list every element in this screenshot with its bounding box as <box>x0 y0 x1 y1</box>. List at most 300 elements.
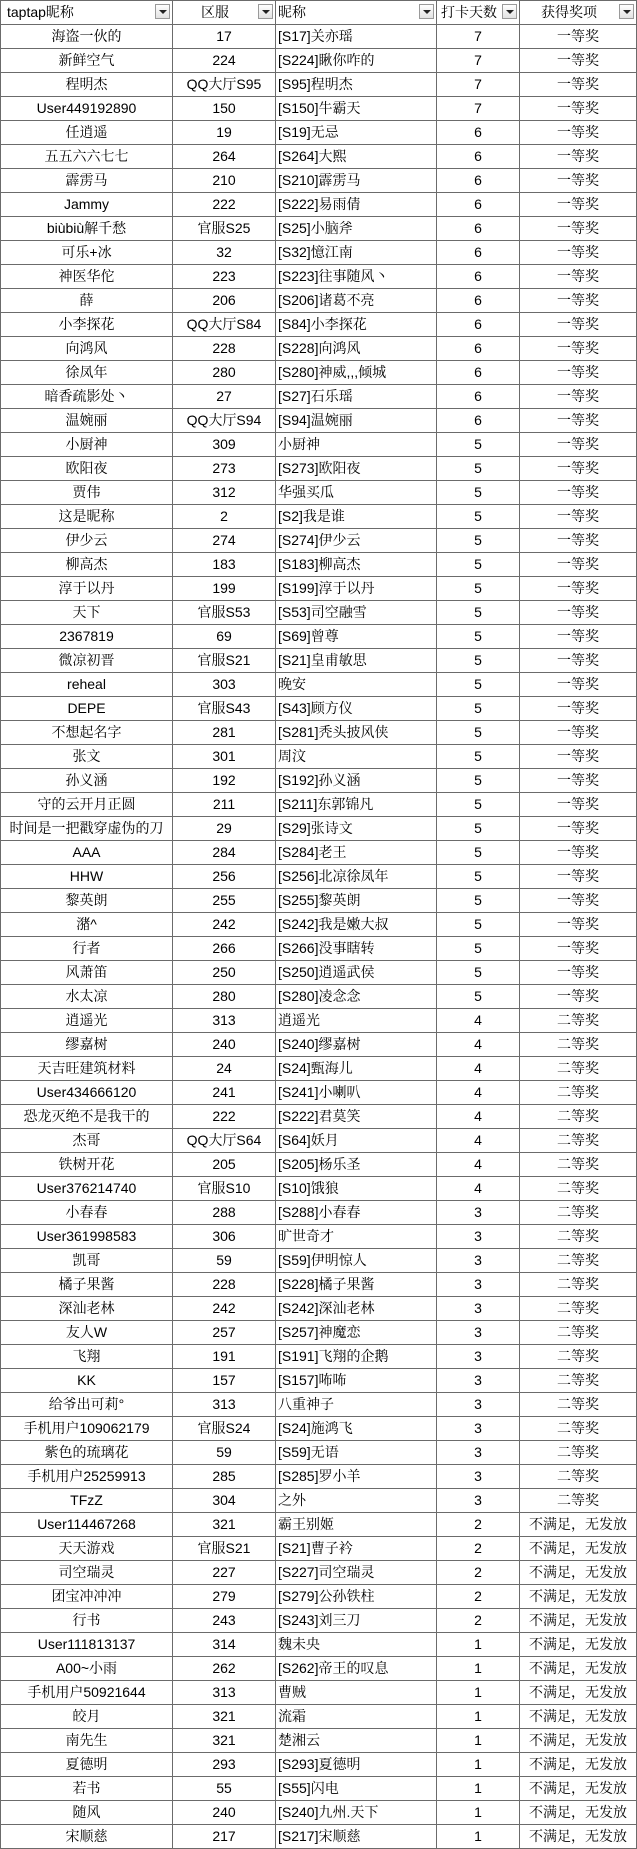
cell-server[interactable]: 321 <box>173 1513 276 1537</box>
cell-nickname[interactable]: [S211]东郭锦凡 <box>276 793 437 817</box>
cell-server[interactable]: 224 <box>173 49 276 73</box>
cell-server[interactable]: 192 <box>173 769 276 793</box>
cell-award[interactable]: 二等奖 <box>520 1273 637 1297</box>
cell-checkin-days[interactable]: 4 <box>437 1177 520 1201</box>
cell-server[interactable]: 59 <box>173 1249 276 1273</box>
cell-award[interactable]: 一等奖 <box>520 313 637 337</box>
cell-nickname[interactable]: [S192]孙义涵 <box>276 769 437 793</box>
cell-award[interactable]: 不满足，无发放 <box>520 1753 637 1777</box>
cell-award[interactable]: 一等奖 <box>520 457 637 481</box>
cell-taptap-nickname[interactable]: 逍遥光 <box>1 1009 173 1033</box>
filter-button[interactable] <box>502 4 517 19</box>
cell-checkin-days[interactable]: 7 <box>437 49 520 73</box>
cell-taptap-nickname[interactable]: 若书 <box>1 1777 173 1801</box>
cell-nickname[interactable]: [S183]柳高杰 <box>276 553 437 577</box>
filter-button[interactable] <box>258 4 273 19</box>
cell-taptap-nickname[interactable]: 缪嘉树 <box>1 1033 173 1057</box>
cell-award[interactable]: 一等奖 <box>520 865 637 889</box>
cell-checkin-days[interactable]: 5 <box>437 529 520 553</box>
cell-checkin-days[interactable]: 5 <box>437 697 520 721</box>
cell-checkin-days[interactable]: 1 <box>437 1729 520 1753</box>
cell-server[interactable]: 27 <box>173 385 276 409</box>
cell-nickname[interactable]: [S210]霹雳马 <box>276 169 437 193</box>
cell-checkin-days[interactable]: 1 <box>437 1657 520 1681</box>
cell-award[interactable]: 一等奖 <box>520 169 637 193</box>
cell-nickname[interactable]: [S224]瞅你咋的 <box>276 49 437 73</box>
cell-checkin-days[interactable]: 3 <box>437 1273 520 1297</box>
cell-server[interactable]: 228 <box>173 1273 276 1297</box>
cell-taptap-nickname[interactable]: 飞翔 <box>1 1345 173 1369</box>
cell-server[interactable]: 205 <box>173 1153 276 1177</box>
cell-taptap-nickname[interactable]: 南先生 <box>1 1729 173 1753</box>
cell-nickname[interactable]: [S243]刘三刀 <box>276 1609 437 1633</box>
cell-nickname[interactable]: [S24]甄海儿 <box>276 1057 437 1081</box>
cell-nickname[interactable]: 之外 <box>276 1489 437 1513</box>
cell-nickname[interactable]: [S64]妖月 <box>276 1129 437 1153</box>
cell-server[interactable]: 256 <box>173 865 276 889</box>
cell-award[interactable]: 二等奖 <box>520 1201 637 1225</box>
cell-checkin-days[interactable]: 6 <box>437 217 520 241</box>
cell-nickname[interactable]: [S217]宋顺慈 <box>276 1825 437 1849</box>
cell-award[interactable]: 不满足，无发放 <box>520 1633 637 1657</box>
cell-nickname[interactable]: [S284]老王 <box>276 841 437 865</box>
cell-checkin-days[interactable]: 3 <box>437 1465 520 1489</box>
cell-checkin-days[interactable]: 1 <box>437 1681 520 1705</box>
cell-server[interactable]: 222 <box>173 193 276 217</box>
cell-nickname[interactable]: [S242]我是嫩大叔 <box>276 913 437 937</box>
cell-taptap-nickname[interactable]: 团宝冲冲冲 <box>1 1585 173 1609</box>
cell-nickname[interactable]: 楚湘云 <box>276 1729 437 1753</box>
cell-server[interactable]: 241 <box>173 1081 276 1105</box>
cell-taptap-nickname[interactable]: 司空瑞灵 <box>1 1561 173 1585</box>
cell-checkin-days[interactable]: 6 <box>437 289 520 313</box>
cell-server[interactable]: 150 <box>173 97 276 121</box>
cell-taptap-nickname[interactable]: 随风 <box>1 1801 173 1825</box>
cell-nickname[interactable]: [S227]司空瑞灵 <box>276 1561 437 1585</box>
cell-taptap-nickname[interactable]: 时间是一把戳穿虚伪的刀 <box>1 817 173 841</box>
cell-server[interactable]: 227 <box>173 1561 276 1585</box>
cell-checkin-days[interactable]: 5 <box>437 817 520 841</box>
cell-award[interactable]: 二等奖 <box>520 1033 637 1057</box>
cell-server[interactable]: 183 <box>173 553 276 577</box>
cell-taptap-nickname[interactable]: User361998583 <box>1 1225 173 1249</box>
cell-nickname[interactable]: [S240]缪嘉树 <box>276 1033 437 1057</box>
cell-taptap-nickname[interactable]: 铁树开花 <box>1 1153 173 1177</box>
cell-taptap-nickname[interactable]: 行者 <box>1 937 173 961</box>
cell-award[interactable]: 一等奖 <box>520 193 637 217</box>
cell-server[interactable]: 228 <box>173 337 276 361</box>
cell-nickname[interactable]: 曹贼 <box>276 1681 437 1705</box>
cell-server[interactable]: 69 <box>173 625 276 649</box>
cell-checkin-days[interactable]: 3 <box>437 1225 520 1249</box>
cell-checkin-days[interactable]: 5 <box>437 961 520 985</box>
cell-award[interactable]: 不满足，无发放 <box>520 1825 637 1849</box>
cell-checkin-days[interactable]: 5 <box>437 721 520 745</box>
cell-award[interactable]: 不满足，无发放 <box>520 1609 637 1633</box>
cell-taptap-nickname[interactable]: A00~小雨 <box>1 1657 173 1681</box>
cell-server[interactable]: 274 <box>173 529 276 553</box>
cell-taptap-nickname[interactable]: 神医华佗 <box>1 265 173 289</box>
cell-award[interactable]: 一等奖 <box>520 985 637 1009</box>
cell-server[interactable]: 280 <box>173 361 276 385</box>
cell-taptap-nickname[interactable]: 天下 <box>1 601 173 625</box>
cell-nickname[interactable]: 小厨神 <box>276 433 437 457</box>
cell-taptap-nickname[interactable]: DEPE <box>1 697 173 721</box>
cell-server[interactable]: 273 <box>173 457 276 481</box>
cell-nickname[interactable]: [S10]饿狼 <box>276 1177 437 1201</box>
cell-award[interactable]: 二等奖 <box>520 1153 637 1177</box>
cell-taptap-nickname[interactable]: 2367819 <box>1 625 173 649</box>
cell-server[interactable]: 312 <box>173 481 276 505</box>
cell-checkin-days[interactable]: 3 <box>437 1297 520 1321</box>
filter-button[interactable] <box>619 4 634 19</box>
cell-nickname[interactable]: 晚安 <box>276 673 437 697</box>
cell-taptap-nickname[interactable]: 手机用户109062179 <box>1 1417 173 1441</box>
cell-taptap-nickname[interactable]: 夏德明 <box>1 1753 173 1777</box>
cell-taptap-nickname[interactable]: 小李探花 <box>1 313 173 337</box>
cell-checkin-days[interactable]: 3 <box>437 1369 520 1393</box>
cell-server[interactable]: 264 <box>173 145 276 169</box>
cell-taptap-nickname[interactable]: 徐凤年 <box>1 361 173 385</box>
cell-taptap-nickname[interactable]: TFzZ <box>1 1489 173 1513</box>
cell-award[interactable]: 一等奖 <box>520 577 637 601</box>
cell-taptap-nickname[interactable]: 霹雳马 <box>1 169 173 193</box>
cell-server[interactable]: 官服S24 <box>173 1417 276 1441</box>
cell-taptap-nickname[interactable]: 孙义涵 <box>1 769 173 793</box>
cell-taptap-nickname[interactable]: User434666120 <box>1 1081 173 1105</box>
cell-award[interactable]: 一等奖 <box>520 937 637 961</box>
cell-server[interactable]: 281 <box>173 721 276 745</box>
cell-award[interactable]: 一等奖 <box>520 481 637 505</box>
cell-checkin-days[interactable]: 4 <box>437 1009 520 1033</box>
cell-award[interactable]: 一等奖 <box>520 265 637 289</box>
cell-checkin-days[interactable]: 4 <box>437 1081 520 1105</box>
cell-nickname[interactable]: [S84]小李探花 <box>276 313 437 337</box>
cell-checkin-days[interactable]: 5 <box>437 889 520 913</box>
cell-taptap-nickname[interactable]: 薛 <box>1 289 173 313</box>
cell-server[interactable]: 284 <box>173 841 276 865</box>
cell-checkin-days[interactable]: 5 <box>437 841 520 865</box>
cell-taptap-nickname[interactable]: 温婉丽 <box>1 409 173 433</box>
cell-checkin-days[interactable]: 3 <box>437 1441 520 1465</box>
cell-nickname[interactable]: [S255]黎英朗 <box>276 889 437 913</box>
cell-checkin-days[interactable]: 1 <box>437 1825 520 1849</box>
cell-award[interactable]: 二等奖 <box>520 1129 637 1153</box>
cell-checkin-days[interactable]: 6 <box>437 193 520 217</box>
cell-checkin-days[interactable]: 2 <box>437 1513 520 1537</box>
cell-nickname[interactable]: 八重神子 <box>276 1393 437 1417</box>
cell-checkin-days[interactable]: 7 <box>437 73 520 97</box>
cell-checkin-days[interactable]: 5 <box>437 769 520 793</box>
cell-taptap-nickname[interactable]: 皎月 <box>1 1705 173 1729</box>
cell-nickname[interactable]: [S24]施鸿飞 <box>276 1417 437 1441</box>
cell-taptap-nickname[interactable]: 天吉旺建筑材料 <box>1 1057 173 1081</box>
cell-award[interactable]: 不满足，无发放 <box>520 1681 637 1705</box>
cell-server[interactable]: 17 <box>173 25 276 49</box>
cell-award[interactable]: 二等奖 <box>520 1489 637 1513</box>
cell-taptap-nickname[interactable]: 小春春 <box>1 1201 173 1225</box>
cell-server[interactable]: 199 <box>173 577 276 601</box>
cell-server[interactable]: QQ大厅S64 <box>173 1129 276 1153</box>
cell-checkin-days[interactable]: 5 <box>437 937 520 961</box>
cell-award[interactable]: 一等奖 <box>520 145 637 169</box>
cell-nickname[interactable]: [S288]小春春 <box>276 1201 437 1225</box>
cell-checkin-days[interactable]: 4 <box>437 1129 520 1153</box>
cell-checkin-days[interactable]: 5 <box>437 913 520 937</box>
cell-server[interactable]: 157 <box>173 1369 276 1393</box>
cell-server[interactable]: 2 <box>173 505 276 529</box>
cell-taptap-nickname[interactable]: 柳高杰 <box>1 553 173 577</box>
cell-checkin-days[interactable]: 5 <box>437 577 520 601</box>
cell-award[interactable]: 二等奖 <box>520 1345 637 1369</box>
cell-nickname[interactable]: [S280]凌念念 <box>276 985 437 1009</box>
cell-checkin-days[interactable]: 6 <box>437 241 520 265</box>
cell-taptap-nickname[interactable]: HHW <box>1 865 173 889</box>
cell-server[interactable]: 191 <box>173 1345 276 1369</box>
cell-award[interactable]: 二等奖 <box>520 1417 637 1441</box>
cell-checkin-days[interactable]: 5 <box>437 433 520 457</box>
cell-award[interactable]: 一等奖 <box>520 961 637 985</box>
cell-checkin-days[interactable]: 2 <box>437 1537 520 1561</box>
cell-taptap-nickname[interactable]: 这是昵称 <box>1 505 173 529</box>
cell-nickname[interactable]: [S21]皇甫敏思 <box>276 649 437 673</box>
cell-award[interactable]: 二等奖 <box>520 1249 637 1273</box>
cell-server[interactable]: 288 <box>173 1201 276 1225</box>
cell-nickname[interactable]: 华强买瓜 <box>276 481 437 505</box>
cell-award[interactable]: 一等奖 <box>520 361 637 385</box>
cell-award[interactable]: 一等奖 <box>520 289 637 313</box>
cell-nickname[interactable]: [S241]小喇叭 <box>276 1081 437 1105</box>
cell-checkin-days[interactable]: 6 <box>437 265 520 289</box>
cell-award[interactable]: 一等奖 <box>520 409 637 433</box>
cell-taptap-nickname[interactable]: 恐龙灭绝不是我干的 <box>1 1105 173 1129</box>
cell-server[interactable]: 官服S25 <box>173 217 276 241</box>
cell-award[interactable]: 二等奖 <box>520 1465 637 1489</box>
cell-taptap-nickname[interactable]: KK <box>1 1369 173 1393</box>
cell-checkin-days[interactable]: 1 <box>437 1705 520 1729</box>
cell-nickname[interactable]: [S150]牛霸天 <box>276 97 437 121</box>
cell-checkin-days[interactable]: 5 <box>437 985 520 1009</box>
cell-award[interactable]: 一等奖 <box>520 793 637 817</box>
cell-server[interactable]: 301 <box>173 745 276 769</box>
cell-taptap-nickname[interactable]: 黎英朗 <box>1 889 173 913</box>
cell-award[interactable]: 一等奖 <box>520 673 637 697</box>
cell-award[interactable]: 不满足，无发放 <box>520 1561 637 1585</box>
cell-server[interactable]: 官服S21 <box>173 649 276 673</box>
cell-server[interactable]: 210 <box>173 169 276 193</box>
cell-nickname[interactable]: [S228]向鸿风 <box>276 337 437 361</box>
cell-taptap-nickname[interactable]: AAA <box>1 841 173 865</box>
cell-checkin-days[interactable]: 6 <box>437 169 520 193</box>
cell-nickname[interactable]: [S17]关亦瑶 <box>276 25 437 49</box>
cell-taptap-nickname[interactable]: 橘子果酱 <box>1 1273 173 1297</box>
cell-server[interactable]: 306 <box>173 1225 276 1249</box>
cell-award[interactable]: 一等奖 <box>520 601 637 625</box>
cell-server[interactable]: 309 <box>173 433 276 457</box>
cell-award[interactable]: 一等奖 <box>520 841 637 865</box>
cell-nickname[interactable]: [S293]夏德明 <box>276 1753 437 1777</box>
cell-award[interactable]: 不满足，无发放 <box>520 1729 637 1753</box>
cell-checkin-days[interactable]: 6 <box>437 409 520 433</box>
cell-award[interactable]: 二等奖 <box>520 1057 637 1081</box>
cell-taptap-nickname[interactable]: biùbiù解千愁 <box>1 217 173 241</box>
cell-checkin-days[interactable]: 3 <box>437 1417 520 1441</box>
cell-nickname[interactable]: [S228]橘子果酱 <box>276 1273 437 1297</box>
cell-taptap-nickname[interactable]: 给爷出可莉° <box>1 1393 173 1417</box>
cell-checkin-days[interactable]: 6 <box>437 313 520 337</box>
cell-checkin-days[interactable]: 2 <box>437 1561 520 1585</box>
cell-award[interactable]: 一等奖 <box>520 337 637 361</box>
cell-nickname[interactable]: [S256]北凉徐凤年 <box>276 865 437 889</box>
cell-taptap-nickname[interactable]: reheal <box>1 673 173 697</box>
cell-nickname[interactable]: [S279]公孙铁柱 <box>276 1585 437 1609</box>
cell-award[interactable]: 二等奖 <box>520 1105 637 1129</box>
cell-award[interactable]: 一等奖 <box>520 505 637 529</box>
cell-server[interactable]: 303 <box>173 673 276 697</box>
cell-checkin-days[interactable]: 7 <box>437 97 520 121</box>
cell-taptap-nickname[interactable]: 紫色的琉璃花 <box>1 1441 173 1465</box>
cell-award[interactable]: 一等奖 <box>520 649 637 673</box>
cell-taptap-nickname[interactable]: 凯哥 <box>1 1249 173 1273</box>
cell-award[interactable]: 一等奖 <box>520 385 637 409</box>
cell-taptap-nickname[interactable]: 宋顺慈 <box>1 1825 173 1849</box>
cell-nickname[interactable]: 周汶 <box>276 745 437 769</box>
cell-award[interactable]: 一等奖 <box>520 745 637 769</box>
cell-server[interactable]: 313 <box>173 1681 276 1705</box>
cell-nickname[interactable]: [S19]无忌 <box>276 121 437 145</box>
cell-award[interactable]: 二等奖 <box>520 1321 637 1345</box>
cell-award[interactable]: 二等奖 <box>520 1441 637 1465</box>
cell-checkin-days[interactable]: 3 <box>437 1489 520 1513</box>
cell-taptap-nickname[interactable]: 友人W <box>1 1321 173 1345</box>
cell-nickname[interactable]: [S29]张诗文 <box>276 817 437 841</box>
cell-server[interactable]: 官服S53 <box>173 601 276 625</box>
cell-nickname[interactable]: [S250]逍遥武侯 <box>276 961 437 985</box>
cell-award[interactable]: 一等奖 <box>520 553 637 577</box>
cell-award[interactable]: 一等奖 <box>520 913 637 937</box>
cell-taptap-nickname[interactable]: 水太凉 <box>1 985 173 1009</box>
cell-checkin-days[interactable]: 5 <box>437 793 520 817</box>
cell-award[interactable]: 一等奖 <box>520 697 637 721</box>
cell-taptap-nickname[interactable]: 行书 <box>1 1609 173 1633</box>
cell-taptap-nickname[interactable]: 欧阳夜 <box>1 457 173 481</box>
cell-checkin-days[interactable]: 6 <box>437 121 520 145</box>
cell-nickname[interactable]: 魏未央 <box>276 1633 437 1657</box>
cell-nickname[interactable]: [S281]秃头披风侠 <box>276 721 437 745</box>
cell-award[interactable]: 一等奖 <box>520 529 637 553</box>
cell-checkin-days[interactable]: 4 <box>437 1105 520 1129</box>
cell-server[interactable]: 285 <box>173 1465 276 1489</box>
cell-nickname[interactable]: [S199]淳于以丹 <box>276 577 437 601</box>
cell-checkin-days[interactable]: 6 <box>437 337 520 361</box>
cell-taptap-nickname[interactable]: 守的云开月正圆 <box>1 793 173 817</box>
cell-taptap-nickname[interactable]: 张文 <box>1 745 173 769</box>
cell-nickname[interactable]: [S264]大熙 <box>276 145 437 169</box>
cell-award[interactable]: 一等奖 <box>520 217 637 241</box>
cell-server[interactable]: 240 <box>173 1801 276 1825</box>
cell-award[interactable]: 一等奖 <box>520 433 637 457</box>
cell-nickname[interactable]: [S242]深汕老林 <box>276 1297 437 1321</box>
cell-taptap-nickname[interactable]: User376214740 <box>1 1177 173 1201</box>
cell-nickname[interactable]: [S59]伊明惊人 <box>276 1249 437 1273</box>
cell-award[interactable]: 一等奖 <box>520 769 637 793</box>
cell-nickname[interactable]: [S21]曹子衿 <box>276 1537 437 1561</box>
cell-award[interactable]: 不满足，无发放 <box>520 1585 637 1609</box>
cell-checkin-days[interactable]: 4 <box>437 1153 520 1177</box>
cell-award[interactable]: 二等奖 <box>520 1009 637 1033</box>
cell-server[interactable]: QQ大厅S95 <box>173 73 276 97</box>
cell-server[interactable]: 官服S43 <box>173 697 276 721</box>
cell-award[interactable]: 不满足，无发放 <box>520 1801 637 1825</box>
cell-server[interactable]: QQ大厅S94 <box>173 409 276 433</box>
cell-taptap-nickname[interactable]: User449192890 <box>1 97 173 121</box>
cell-checkin-days[interactable]: 5 <box>437 625 520 649</box>
cell-nickname[interactable]: 霸王别姬 <box>276 1513 437 1537</box>
cell-server[interactable]: 官服S10 <box>173 1177 276 1201</box>
cell-nickname[interactable]: [S59]无语 <box>276 1441 437 1465</box>
cell-nickname[interactable]: [S27]石乐瑶 <box>276 385 437 409</box>
cell-taptap-nickname[interactable]: 深汕老林 <box>1 1297 173 1321</box>
cell-award[interactable]: 二等奖 <box>520 1225 637 1249</box>
cell-taptap-nickname[interactable]: 海盗一伙的 <box>1 25 173 49</box>
cell-nickname[interactable]: [S285]罗小羊 <box>276 1465 437 1489</box>
cell-server[interactable]: 314 <box>173 1633 276 1657</box>
cell-checkin-days[interactable]: 1 <box>437 1777 520 1801</box>
cell-server[interactable]: 211 <box>173 793 276 817</box>
cell-checkin-days[interactable]: 4 <box>437 1057 520 1081</box>
cell-server[interactable]: 262 <box>173 1657 276 1681</box>
cell-server[interactable]: 304 <box>173 1489 276 1513</box>
cell-nickname[interactable]: [S205]杨乐圣 <box>276 1153 437 1177</box>
cell-server[interactable]: 257 <box>173 1321 276 1345</box>
cell-nickname[interactable]: [S95]程明杰 <box>276 73 437 97</box>
cell-award[interactable]: 一等奖 <box>520 73 637 97</box>
cell-award[interactable]: 一等奖 <box>520 625 637 649</box>
cell-nickname[interactable]: [S157]咘咘 <box>276 1369 437 1393</box>
cell-server[interactable]: 243 <box>173 1609 276 1633</box>
cell-award[interactable]: 一等奖 <box>520 97 637 121</box>
cell-checkin-days[interactable]: 6 <box>437 145 520 169</box>
cell-award[interactable]: 一等奖 <box>520 721 637 745</box>
cell-taptap-nickname[interactable]: 不想起名字 <box>1 721 173 745</box>
cell-checkin-days[interactable]: 6 <box>437 361 520 385</box>
cell-checkin-days[interactable]: 3 <box>437 1321 520 1345</box>
cell-nickname[interactable]: [S53]司空融雪 <box>276 601 437 625</box>
cell-taptap-nickname[interactable]: User114467268 <box>1 1513 173 1537</box>
cell-nickname[interactable]: [S280]神威,,,倾城 <box>276 361 437 385</box>
cell-taptap-nickname[interactable]: 可乐+冰 <box>1 241 173 265</box>
cell-checkin-days[interactable]: 5 <box>437 553 520 577</box>
cell-server[interactable]: 19 <box>173 121 276 145</box>
cell-nickname[interactable]: [S32]憶江南 <box>276 241 437 265</box>
cell-checkin-days[interactable]: 1 <box>437 1753 520 1777</box>
cell-taptap-nickname[interactable]: 向鸿风 <box>1 337 173 361</box>
cell-server[interactable]: 250 <box>173 961 276 985</box>
cell-checkin-days[interactable]: 7 <box>437 25 520 49</box>
cell-checkin-days[interactable]: 5 <box>437 457 520 481</box>
cell-award[interactable]: 不满足，无发放 <box>520 1705 637 1729</box>
cell-award[interactable]: 二等奖 <box>520 1297 637 1321</box>
cell-server[interactable]: 59 <box>173 1441 276 1465</box>
filter-button[interactable] <box>155 4 170 19</box>
cell-taptap-nickname[interactable]: 程明杰 <box>1 73 173 97</box>
cell-taptap-nickname[interactable]: User111813137 <box>1 1633 173 1657</box>
cell-taptap-nickname[interactable]: 天天游戏 <box>1 1537 173 1561</box>
cell-nickname[interactable]: [S69]曾尊 <box>276 625 437 649</box>
cell-checkin-days[interactable]: 5 <box>437 601 520 625</box>
cell-checkin-days[interactable]: 5 <box>437 865 520 889</box>
cell-server[interactable]: QQ大厅S84 <box>173 313 276 337</box>
